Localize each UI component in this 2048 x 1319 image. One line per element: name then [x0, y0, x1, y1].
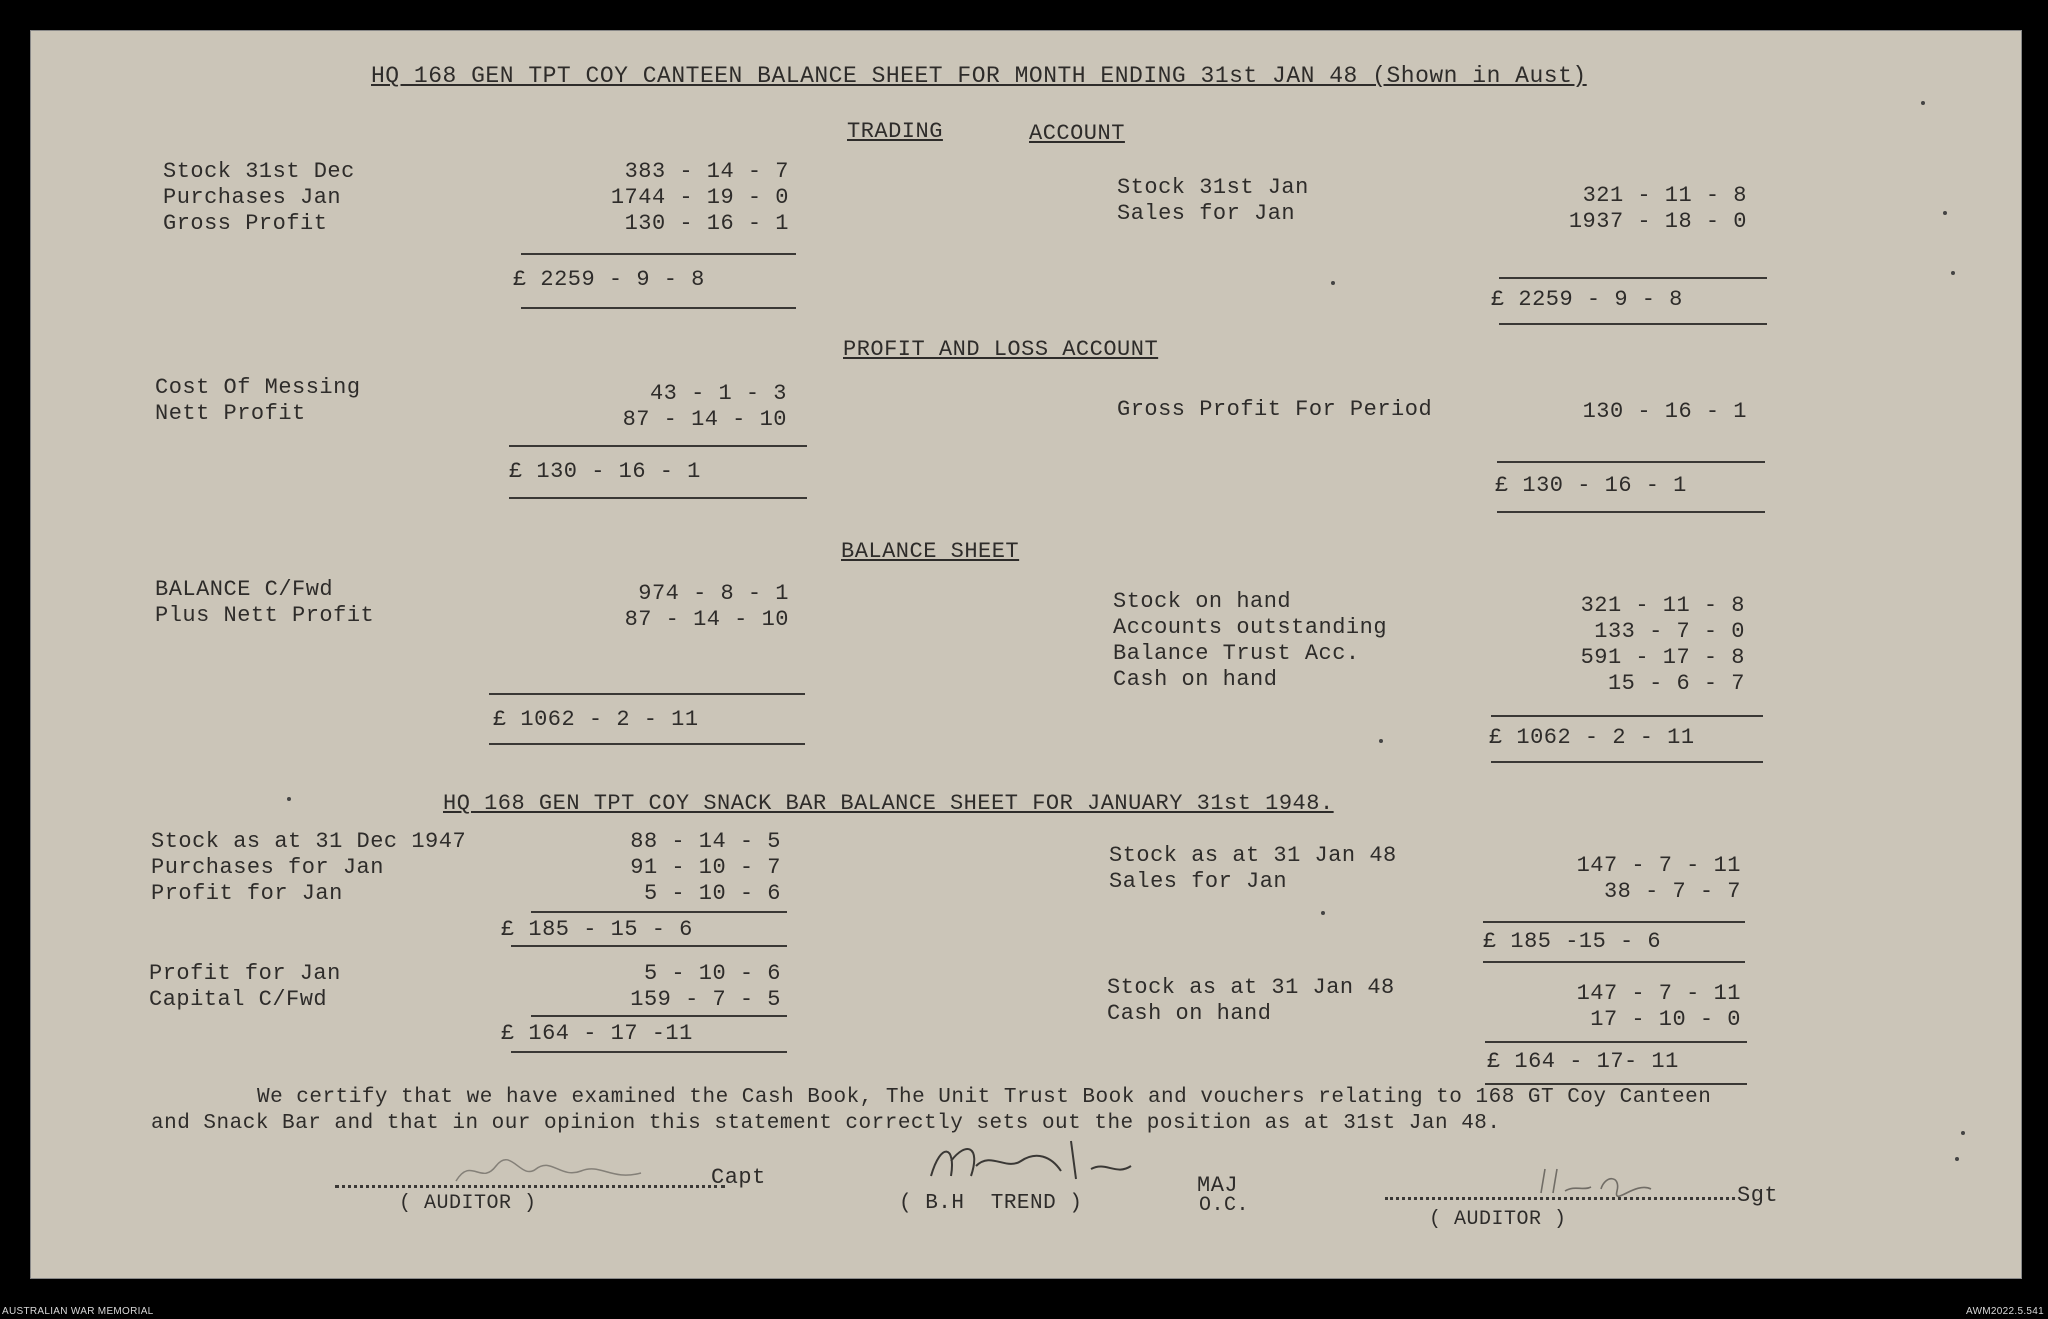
total-rule: [511, 945, 787, 947]
total-rule: [1497, 511, 1765, 513]
line-amount: 130 - 16 - 1: [1582, 399, 1747, 424]
paper-speck: [1321, 911, 1325, 915]
total-rule: [1499, 323, 1767, 325]
total-rule: [1483, 961, 1745, 963]
signature-mark: [1531, 1161, 1671, 1201]
line-amount: 88 - 14 - 5: [630, 829, 781, 854]
paper-speck: [287, 797, 291, 801]
line-label: Purchases Jan: [163, 185, 342, 210]
line-label: Profit for Jan: [151, 881, 343, 906]
paper-speck: [1943, 211, 1947, 215]
line-label: Stock as at 31 Jan 48: [1109, 843, 1397, 868]
line-label: Purchases for Jan: [151, 855, 384, 880]
line-amount: 38 - 7 - 7: [1603, 879, 1741, 904]
line-total: £ 2259 - 9 - 8: [1491, 287, 1683, 312]
balance-heading: BALANCE SHEET: [841, 539, 1020, 564]
line-amount: 147 - 7 - 11: [1576, 853, 1741, 878]
line-amount: 383 - 14 - 7: [624, 159, 789, 184]
line-amount: 130 - 16 - 1: [624, 211, 789, 236]
line-label: Balance Trust Acc.: [1113, 641, 1360, 666]
snack-title: HQ 168 GEN TPT COY SNACK BAR BALANCE SHEET FOR JANUARY 31st 1948.: [443, 791, 1334, 816]
archive-label-right: AWM2022.5.541: [1965, 1306, 2044, 1317]
line-amount: 321 - 11 - 8: [1582, 183, 1747, 208]
signature-rank: Capt: [711, 1165, 766, 1190]
signature-mark: [451, 1151, 651, 1191]
line-total: £ 130 - 16 - 1: [1495, 473, 1687, 498]
paper-speck: [1955, 1157, 1959, 1161]
signature-role: ( AUDITOR ): [399, 1192, 537, 1215]
line-total: £ 185 -15 - 6: [1483, 929, 1662, 954]
line-label: Gross Profit For Period: [1117, 397, 1433, 422]
total-rule: [1485, 1041, 1747, 1043]
paper-speck: [1951, 271, 1955, 275]
total-rule: [1491, 715, 1763, 717]
certify-line-1: We certify that we have examined the Cash Book, The Unit Trust Book and vouchers relating to 168 GT Coy Canteen: [257, 1086, 1712, 1109]
line-label: Stock as at 31 Dec 1947: [151, 829, 467, 854]
total-rule: [509, 497, 807, 499]
signature-mark: [911, 1131, 1211, 1191]
signature-name: ( B.H TREND ): [899, 1192, 1083, 1215]
line-total: £ 164 - 17- 11: [1487, 1049, 1679, 1074]
line-amount: 17 - 10 - 0: [1590, 1007, 1741, 1032]
archive-label-left: AUSTRALIAN WAR MEMORIAL: [2, 1306, 154, 1317]
total-rule: [531, 911, 787, 913]
line-label: Stock 31st Jan: [1117, 175, 1309, 200]
total-rule: [1499, 277, 1767, 279]
line-label: Capital C/Fwd: [149, 987, 328, 1012]
total-rule: [1491, 761, 1763, 763]
document-page: [30, 30, 2022, 1279]
line-label: Accounts outstanding: [1113, 615, 1388, 640]
line-amount: 974 - 8 - 1: [638, 581, 789, 606]
trading-heading-a: TRADING: [847, 119, 943, 144]
line-amount: 43 - 1 - 3: [649, 381, 787, 406]
line-label: Stock 31st Dec: [163, 159, 355, 184]
line-amount: 147 - 7 - 11: [1576, 981, 1741, 1006]
line-amount: 1937 - 18 - 0: [1568, 209, 1747, 234]
line-amount: 5 - 10 - 6: [643, 961, 781, 986]
certify-line-2: and Snack Bar and that in our opinion this statement correctly sets out the position as at 31st Jan 48.: [151, 1112, 1501, 1135]
line-amount: 15 - 6 - 7: [1607, 671, 1745, 696]
line-amount: 159 - 7 - 5: [630, 987, 781, 1012]
line-label: Sales for Jan: [1117, 201, 1296, 226]
line-amount: 87 - 14 - 10: [622, 407, 787, 432]
signature-role: ( AUDITOR ): [1429, 1208, 1567, 1231]
line-label: Cash on hand: [1113, 667, 1278, 692]
total-rule: [521, 253, 796, 255]
line-total: £ 1062 - 2 - 11: [1489, 725, 1695, 750]
trading-heading-b: ACCOUNT: [1029, 121, 1125, 146]
line-total: £ 1062 - 2 - 11: [493, 707, 699, 732]
paper-speck: [1921, 101, 1925, 105]
line-label: Gross Profit: [163, 211, 328, 236]
line-label: BALANCE C/Fwd: [155, 577, 334, 602]
total-rule: [521, 307, 796, 309]
line-amount: 1744 - 19 - 0: [610, 185, 789, 210]
paper-speck: [1961, 1131, 1965, 1135]
line-label: Profit for Jan: [149, 961, 341, 986]
line-amount: 87 - 14 - 10: [624, 607, 789, 632]
line-label: Stock on hand: [1113, 589, 1292, 614]
paper-speck: [1331, 281, 1335, 285]
line-amount: 591 - 17 - 8: [1580, 645, 1745, 670]
line-label: Cost Of Messing: [155, 375, 361, 400]
line-total: £ 130 - 16 - 1: [509, 459, 701, 484]
line-label: Plus Nett Profit: [155, 603, 375, 628]
total-rule: [531, 1015, 787, 1017]
signature-role: O.C.: [1199, 1194, 1250, 1217]
total-rule: [511, 1051, 787, 1053]
pl-heading: PROFIT AND LOSS ACCOUNT: [843, 337, 1159, 362]
line-amount: 5 - 10 - 6: [643, 881, 781, 906]
line-label: Stock as at 31 Jan 48: [1107, 975, 1395, 1000]
signature-rank: MAJ: [1197, 1173, 1239, 1198]
line-label: Nett Profit: [155, 401, 306, 426]
total-rule: [489, 693, 805, 695]
line-total: £ 185 - 15 - 6: [501, 917, 693, 942]
line-label: Cash on hand: [1107, 1001, 1272, 1026]
total-rule: [1497, 461, 1765, 463]
line-total: £ 2259 - 9 - 8: [513, 267, 705, 292]
signature-rank: Sgt: [1737, 1183, 1779, 1208]
total-rule: [1483, 921, 1745, 923]
total-rule: [489, 743, 805, 745]
line-amount: 91 - 10 - 7: [630, 855, 781, 880]
line-amount: 133 - 7 - 0: [1594, 619, 1745, 644]
paper-speck: [1379, 739, 1383, 743]
line-amount: 321 - 11 - 8: [1580, 593, 1745, 618]
document-title: HQ 168 GEN TPT COY CANTEEN BALANCE SHEET FOR MONTH ENDING 31st JAN 48 (Shown in Aust): [371, 63, 1587, 89]
total-rule: [509, 445, 807, 447]
line-label: Sales for Jan: [1109, 869, 1288, 894]
line-total: £ 164 - 17 -11: [501, 1021, 693, 1046]
